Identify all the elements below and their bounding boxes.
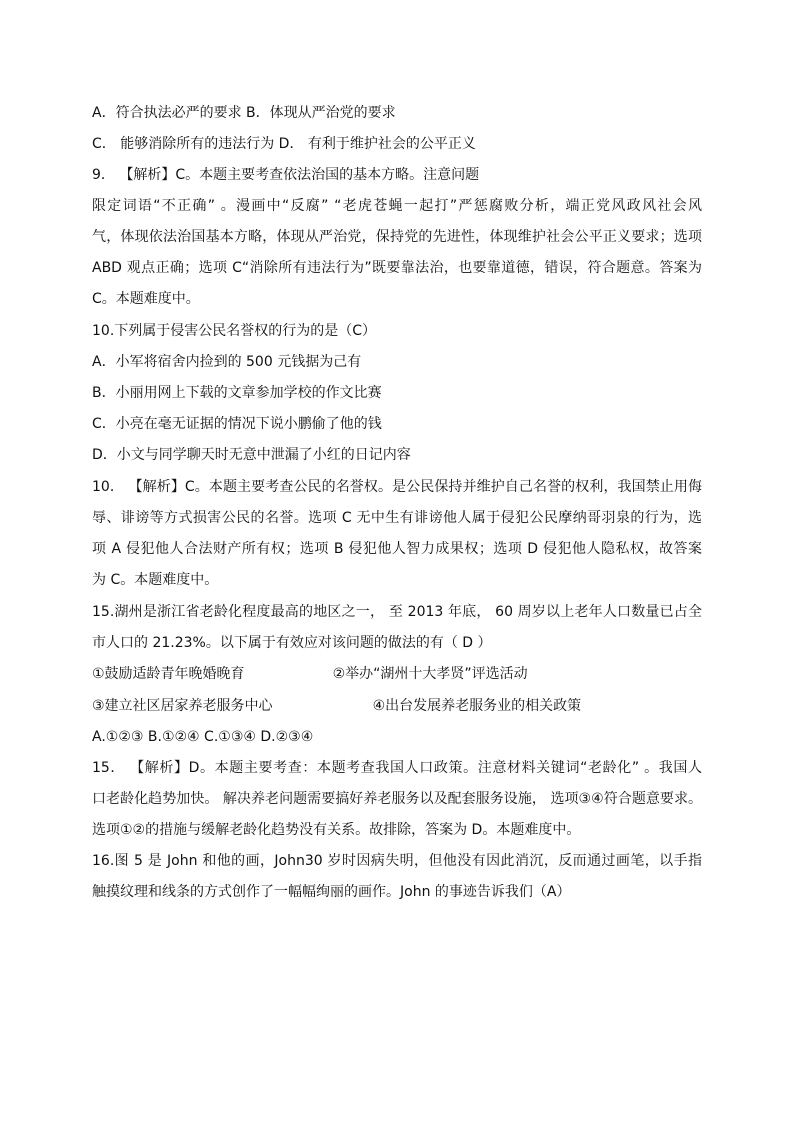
- q9-analysis-line: 气，体现依法治国基本方略，体现从严治党，保持党的先进性，体现维护社会公平正义要求；选项: [92, 229, 702, 245]
- q15-stem-line: 市人口的 21.23%。以下属于有效应对该问题的做法的有（ D ）: [92, 635, 492, 651]
- q10-analysis-line: 辱、诽谤等方式损害公民的名誉。选项 C 无中生有诽谤他人属于侵犯公民摩纳哥羽泉的行为，选: [92, 510, 702, 526]
- q15-analysis-line: 口老龄化趋势加快。 解决养老问题需要搞好养老服务以及配套服务设施， 选项③④符合题意要求。: [92, 791, 702, 807]
- q9-analysis-line: C。本题难度中。: [92, 291, 200, 307]
- q15-analysis-line: 15． 【解析】D。本题主要考查：本题考查我国人口政策。注意材料关键词“老龄化” 。我国人: [92, 760, 702, 776]
- q15-item-1: ①鼓励适龄青年晚婚晚育: [92, 666, 245, 682]
- q16-stem-line: 触摸纹理和线条的方式创作了一幅幅绚丽的画作。John 的事迹告诉我们（A）: [92, 884, 571, 900]
- q9-analysis-line: 9． 【解析】C。本题主要考查依法治国的基本方略。注意问题: [92, 167, 480, 183]
- q15-item-3: ③建立社区居家养老服务中心: [92, 698, 273, 714]
- q15-items-row: [92, 696, 581, 716]
- q15-stem-line: 15.湖州是浙江省老龄化程度最高的地区之一， 至 2013 年底， 60 周岁以上老年人口数量已占全: [92, 604, 702, 620]
- q10-option-a: A．小军将宿舍内捡到的 500 元钱据为己有: [92, 354, 362, 370]
- q10-stem: 10.下列属于侵害公民名誉权的行为的是（C）: [92, 323, 377, 339]
- q9-analysis-line: 限定词语“不正确” 。漫画中“反腐” “老虎苍蝇一起打”严惩腐败分析，端正党风政风社会风: [92, 198, 702, 214]
- q9-options-ab: A．符合执法必严的要求 B．体现从严治党的要求: [92, 105, 396, 121]
- q15-item-2: ②举办“湖州十大孝贤”评选活动: [332, 666, 528, 682]
- q9-analysis-line: ABD 观点正确；选项 C“消除所有违法行为”既要靠法治，也要靠道德，错误，符合题意。答案为: [92, 260, 702, 276]
- q10-analysis-line: 10． 【解析】C。本题主要考查公民的名誉权。是公民保持并维护自己名誉的权利，我国禁止用侮: [92, 479, 702, 495]
- q10-analysis-line: 为 C。本题难度中。: [92, 572, 219, 588]
- q16-stem-line: 16.图 5 是 John 和他的画，John30 岁时因病失明，但他没有因此消沉，反而通过画笔，以手指: [92, 853, 702, 869]
- q10-option-d: D．小文与同学聊天时无意中泄漏了小红的日记内容: [92, 447, 411, 463]
- q10-option-c: C．小亮在毫无证据的情况下说小鹏偷了他的钱: [92, 416, 382, 432]
- q9-options-cd: C． 能够消除所有的违法行为 D． 有利于维护社会的公平正义: [92, 136, 476, 152]
- q15-analysis-line: 选项①②的措施与缓解老龄化趋势没有关系。故排除，答案为 D。本题难度中。: [92, 822, 581, 838]
- q15-items-row: [92, 664, 528, 684]
- q15-choices: A.①②③ B.①②④ C.①③④ D.②③④: [92, 729, 314, 745]
- q10-option-b: B．小丽用网上下载的文章参加学校的作文比赛: [92, 385, 382, 401]
- q10-analysis-line: 项 A 侵犯他人合法财产所有权；选项 B 侵犯他人智力成果权；选项 D 侵犯他人隐私权，故答案: [92, 541, 702, 557]
- q15-item-4: ④出台发展养老服务业的相关政策: [372, 698, 582, 714]
